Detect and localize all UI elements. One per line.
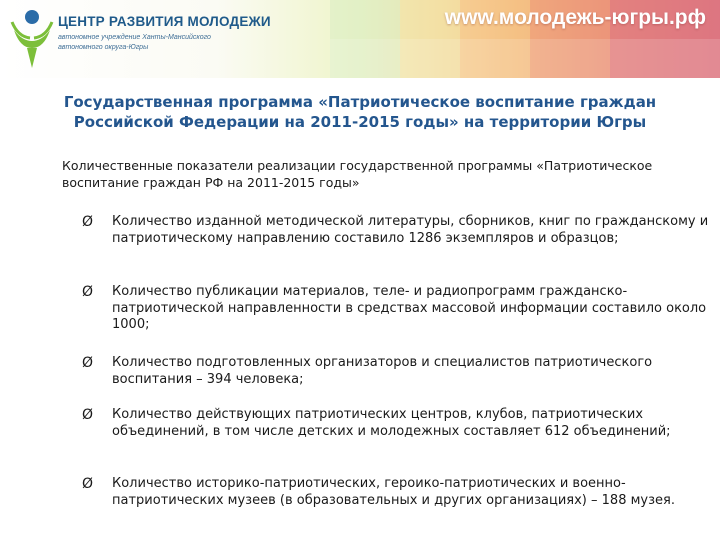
header-banner	[0, 0, 720, 78]
list-item-text: Количество историко-патриотических, героико-патриотических и военно-патриотических музеев (в образовательных и других организациях) – 188 музея.	[112, 476, 675, 508]
organization-subtitle: автономное учреждение Ханты-Мансийского автономного округа-Югры	[58, 34, 211, 51]
arrow-bullet-icon: Ø	[82, 284, 94, 300]
organization-name: ЦЕНТР РАЗВИТИЯ МОЛОДЕЖИ	[58, 14, 271, 29]
list-item-text: Количество действующих патриотических центров, клубов, патриотических объединений, в том числе детских и молодежных составляет 612 объединений;	[112, 407, 671, 439]
list-item-text: Количество изданной методической литературы, сборников, книг по гражданскому и патриотическому направлению составило 1286 экземпляров и образцов;	[112, 214, 709, 246]
page-title: Государственная программа «Патриотическое воспитание граждан Российской Федерации на 2011-2015 годы» на территории Югры	[63, 93, 657, 131]
banner-mosaic-band	[330, 39, 720, 78]
arrow-bullet-icon: Ø	[82, 214, 94, 230]
arrow-bullet-icon: Ø	[82, 355, 94, 371]
section-subtitle: Количественные показатели реализации государственной программы «Патриотическое воспитание граждан РФ на 2011-2015 годы»	[62, 158, 653, 190]
list-item-text: Количество подготовленных организаторов и специалистов патриотического воспитания – 394 человека;	[112, 355, 653, 387]
arrow-bullet-icon: Ø	[82, 407, 94, 423]
site-url[interactable]: www.молодежь-югры.рф	[444, 6, 706, 29]
arrow-bullet-icon: Ø	[82, 476, 94, 492]
person-figure-icon	[10, 8, 54, 70]
list-item-text: Количество публикации материалов, теле- и радиопрограмм гражданско-патриотической направленности в средствах массовой информации составило около 1000;	[112, 284, 707, 332]
